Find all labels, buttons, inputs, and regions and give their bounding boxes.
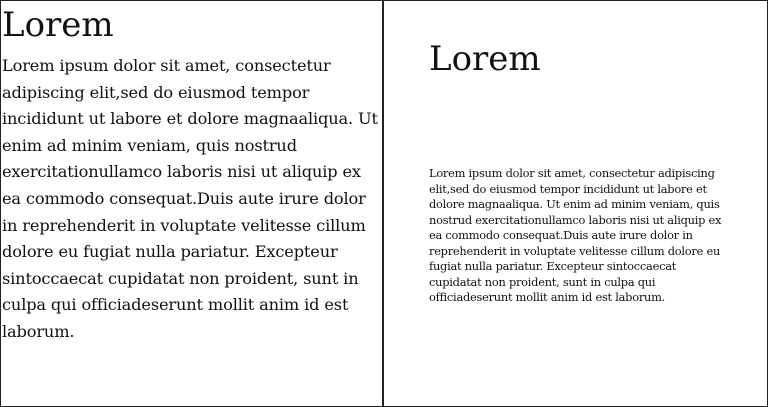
- right-heading: Lorem: [429, 39, 541, 79]
- right-text-panel: [384, 0, 766, 407]
- left-text-panel: [2, 0, 380, 407]
- left-body-text: Lorem ipsum dolor sit amet, consectetur adipiscing elit,sed do eiusmod tempor incididunt ut labore et dolore magnaaliqua. Ut enim ad minim veniam, quis nostrud exercitationullamco laboris nisi ut aliquip ex ea commodo consequat.Duis aute irure dolor in reprehenderit in voluptate velitesse cillum dolore eu fugiat nulla pariatur. Excepteur sintoccaecat cupidatat non proident, sunt in culpa qui officiadeserunt mollit anim id est laborum.: [2, 56, 378, 341]
- right-body-text: Lorem ipsum dolor sit amet, consectetur adipiscing elit,sed do eiusmod tempor incididunt ut labore et dolore magnaaliqua. Ut enim ad minim veniam, quis nostrud exercitationullamco laboris nisi ut aliquip ex ea commodo consequat.Duis aute irure dolor in reprehenderit in voluptate velitesse cillum dolore eu fugiat nulla pariatur. Excepteur sintoccaecat cupidatat non proident, sunt in culpa qui officiadeserunt mollit anim id est laborum.: [429, 166, 722, 305]
- left-heading: Lorem: [2, 5, 114, 45]
